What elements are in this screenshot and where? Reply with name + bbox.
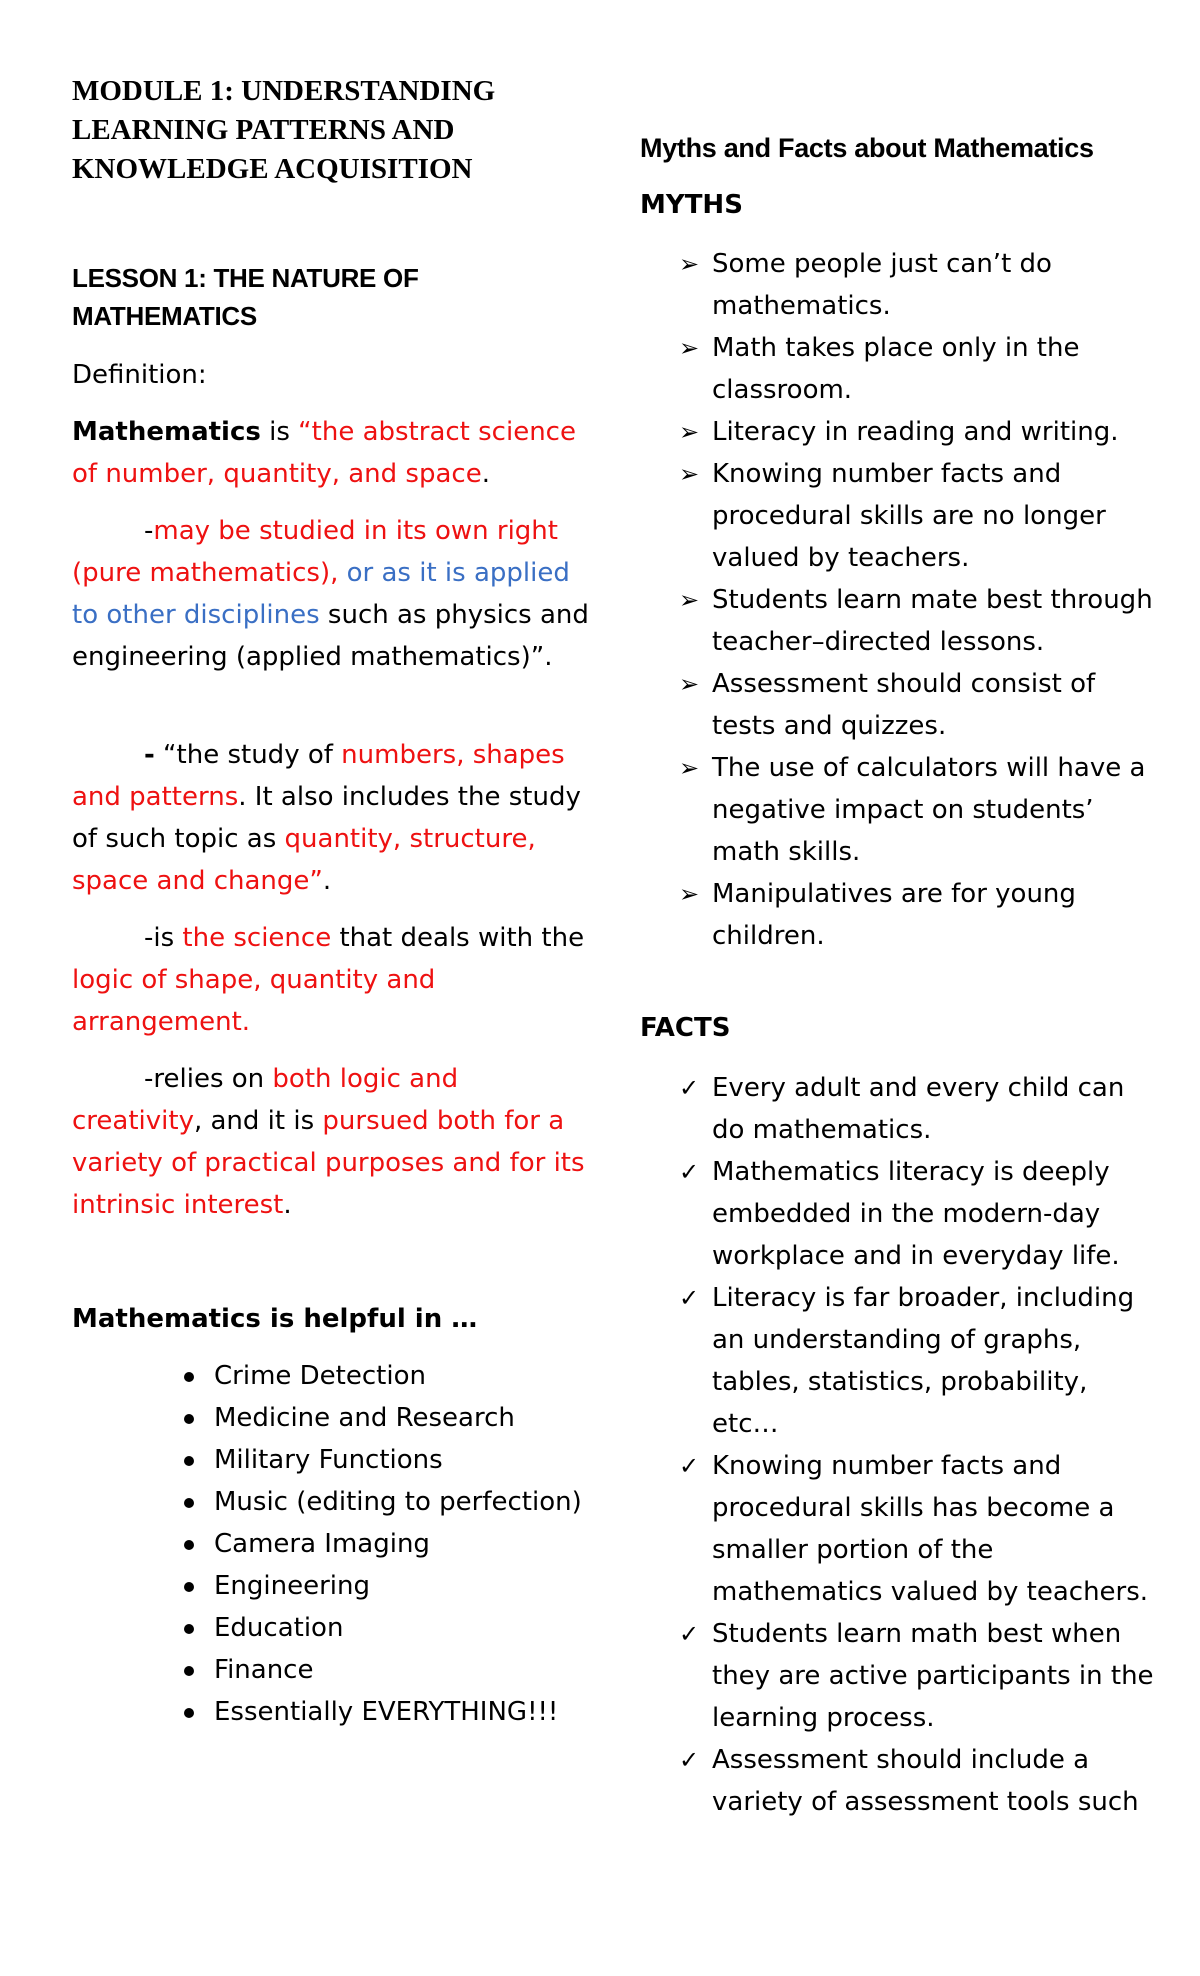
list-item: ➢ Knowing number facts and procedural skills are no longer valued by teachers. [640,453,1160,579]
arrow-bullet-icon: ➢ [678,880,700,908]
definition-paragraph-5: -relies on both logic and creativity, and it is pursued both for a variety of practical purposes and for its intrinsic interest. [72,1064,585,1220]
helpful-title: Mathematics is helpful in … [72,1304,478,1334]
list-item: ➢ Assessment should consist of tests and quizzes. [640,663,1160,747]
list-item: Camera Imaging [72,1523,592,1565]
list-item: Crime Detection [72,1355,592,1397]
definition-label: Definition: [72,360,207,390]
list-item: ➢ Manipulatives are for young children. [640,873,1160,957]
arrow-bullet-icon: ➢ [678,250,700,278]
checkmark-icon: ✓ [678,1284,700,1312]
list-item: ✓ Mathematics literacy is deeply embedded in the modern-day workplace and in everyday life. [640,1151,1160,1277]
bullet-dot-icon [184,1708,194,1718]
arrow-bullet-icon: ➢ [678,460,700,488]
bullet-dot-icon [184,1540,194,1550]
module-title: MODULE 1: UNDERSTANDING LEARNING PATTERNS AND KNOWLEDGE ACQUISITION [72,75,496,185]
list-item: Engineering [72,1565,592,1607]
list-item: Military Functions [72,1439,592,1481]
definition-paragraph-1: Mathematics is “the abstract science of number, quantity, and space. [72,417,576,489]
bullet-dot-icon [184,1414,194,1424]
bullet-dot-icon [184,1372,194,1382]
bullet-dot-icon [184,1624,194,1634]
lesson-title: LESSON 1: THE NATURE OF MATHEMATICS [72,263,419,331]
list-item: ✓ Students learn math best when they are active participants in the learning process. [640,1613,1160,1739]
definition-paragraph-2: -may be studied in its own right (pure mathematics), or as it is applied to other disciplines such as physics and engineering (applied mathematics)”. [72,516,589,672]
list-item: ✓ Literacy is far broader, including an understanding of graphs, tables, statistics, probability, etc… [640,1277,1160,1445]
list-item: ✓ Assessment should include a variety of assessment tools such [640,1739,1160,1823]
definition-paragraph-4: -is the science that deals with the logic of shape, quantity and arrangement. [72,923,585,1037]
checkmark-icon: ✓ [678,1620,700,1648]
checkmark-icon: ✓ [678,1158,700,1186]
arrow-bullet-icon: ➢ [678,334,700,362]
term-mathematics: Mathematics [72,417,261,447]
list-item: ➢ Literacy in reading and writing. [640,411,1160,453]
checkmark-icon: ✓ [678,1074,700,1102]
myths-list [640,243,1160,957]
list-item: Essentially EVERYTHING!!! [72,1691,592,1733]
arrow-bullet-icon: ➢ [678,418,700,446]
bullet-dot-icon [184,1498,194,1508]
bullet-dot-icon [184,1456,194,1466]
list-item: ✓ Knowing number facts and procedural skills has become a smaller portion of the mathematics valued by teachers. [640,1445,1160,1613]
list-item: Medicine and Research [72,1397,592,1439]
bullet-dot-icon [184,1582,194,1592]
arrow-bullet-icon: ➢ [678,586,700,614]
myths-label: MYTHS [640,190,743,220]
list-item: ➢ The use of calculators will have a negative impact on students’ math skills. [640,747,1160,873]
checkmark-icon: ✓ [678,1452,700,1480]
definition-paragraph-3: - “the study of numbers, shapes and patterns. It also includes the study of such topic as quantity, structure, space and change”. [72,740,581,896]
list-item: Education [72,1607,592,1649]
helpful-list [72,1355,592,1733]
list-item: ➢ Some people just can’t do mathematics. [640,243,1160,327]
arrow-bullet-icon: ➢ [678,754,700,782]
facts-label: FACTS [640,1013,731,1043]
facts-list [640,1067,1160,1823]
list-item: Music (editing to perfection) [72,1481,592,1523]
bullet-dot-icon [184,1666,194,1676]
myths-facts-title: Myths and Facts about Mathematics [640,133,1094,163]
checkmark-icon: ✓ [678,1746,700,1774]
arrow-bullet-icon: ➢ [678,670,700,698]
list-item: Finance [72,1649,592,1691]
list-item: ✓ Every adult and every child can do mathematics. [640,1067,1160,1151]
list-item: ➢ Students learn mate best through teacher–directed lessons. [640,579,1160,663]
list-item: ➢ Math takes place only in the classroom. [640,327,1160,411]
